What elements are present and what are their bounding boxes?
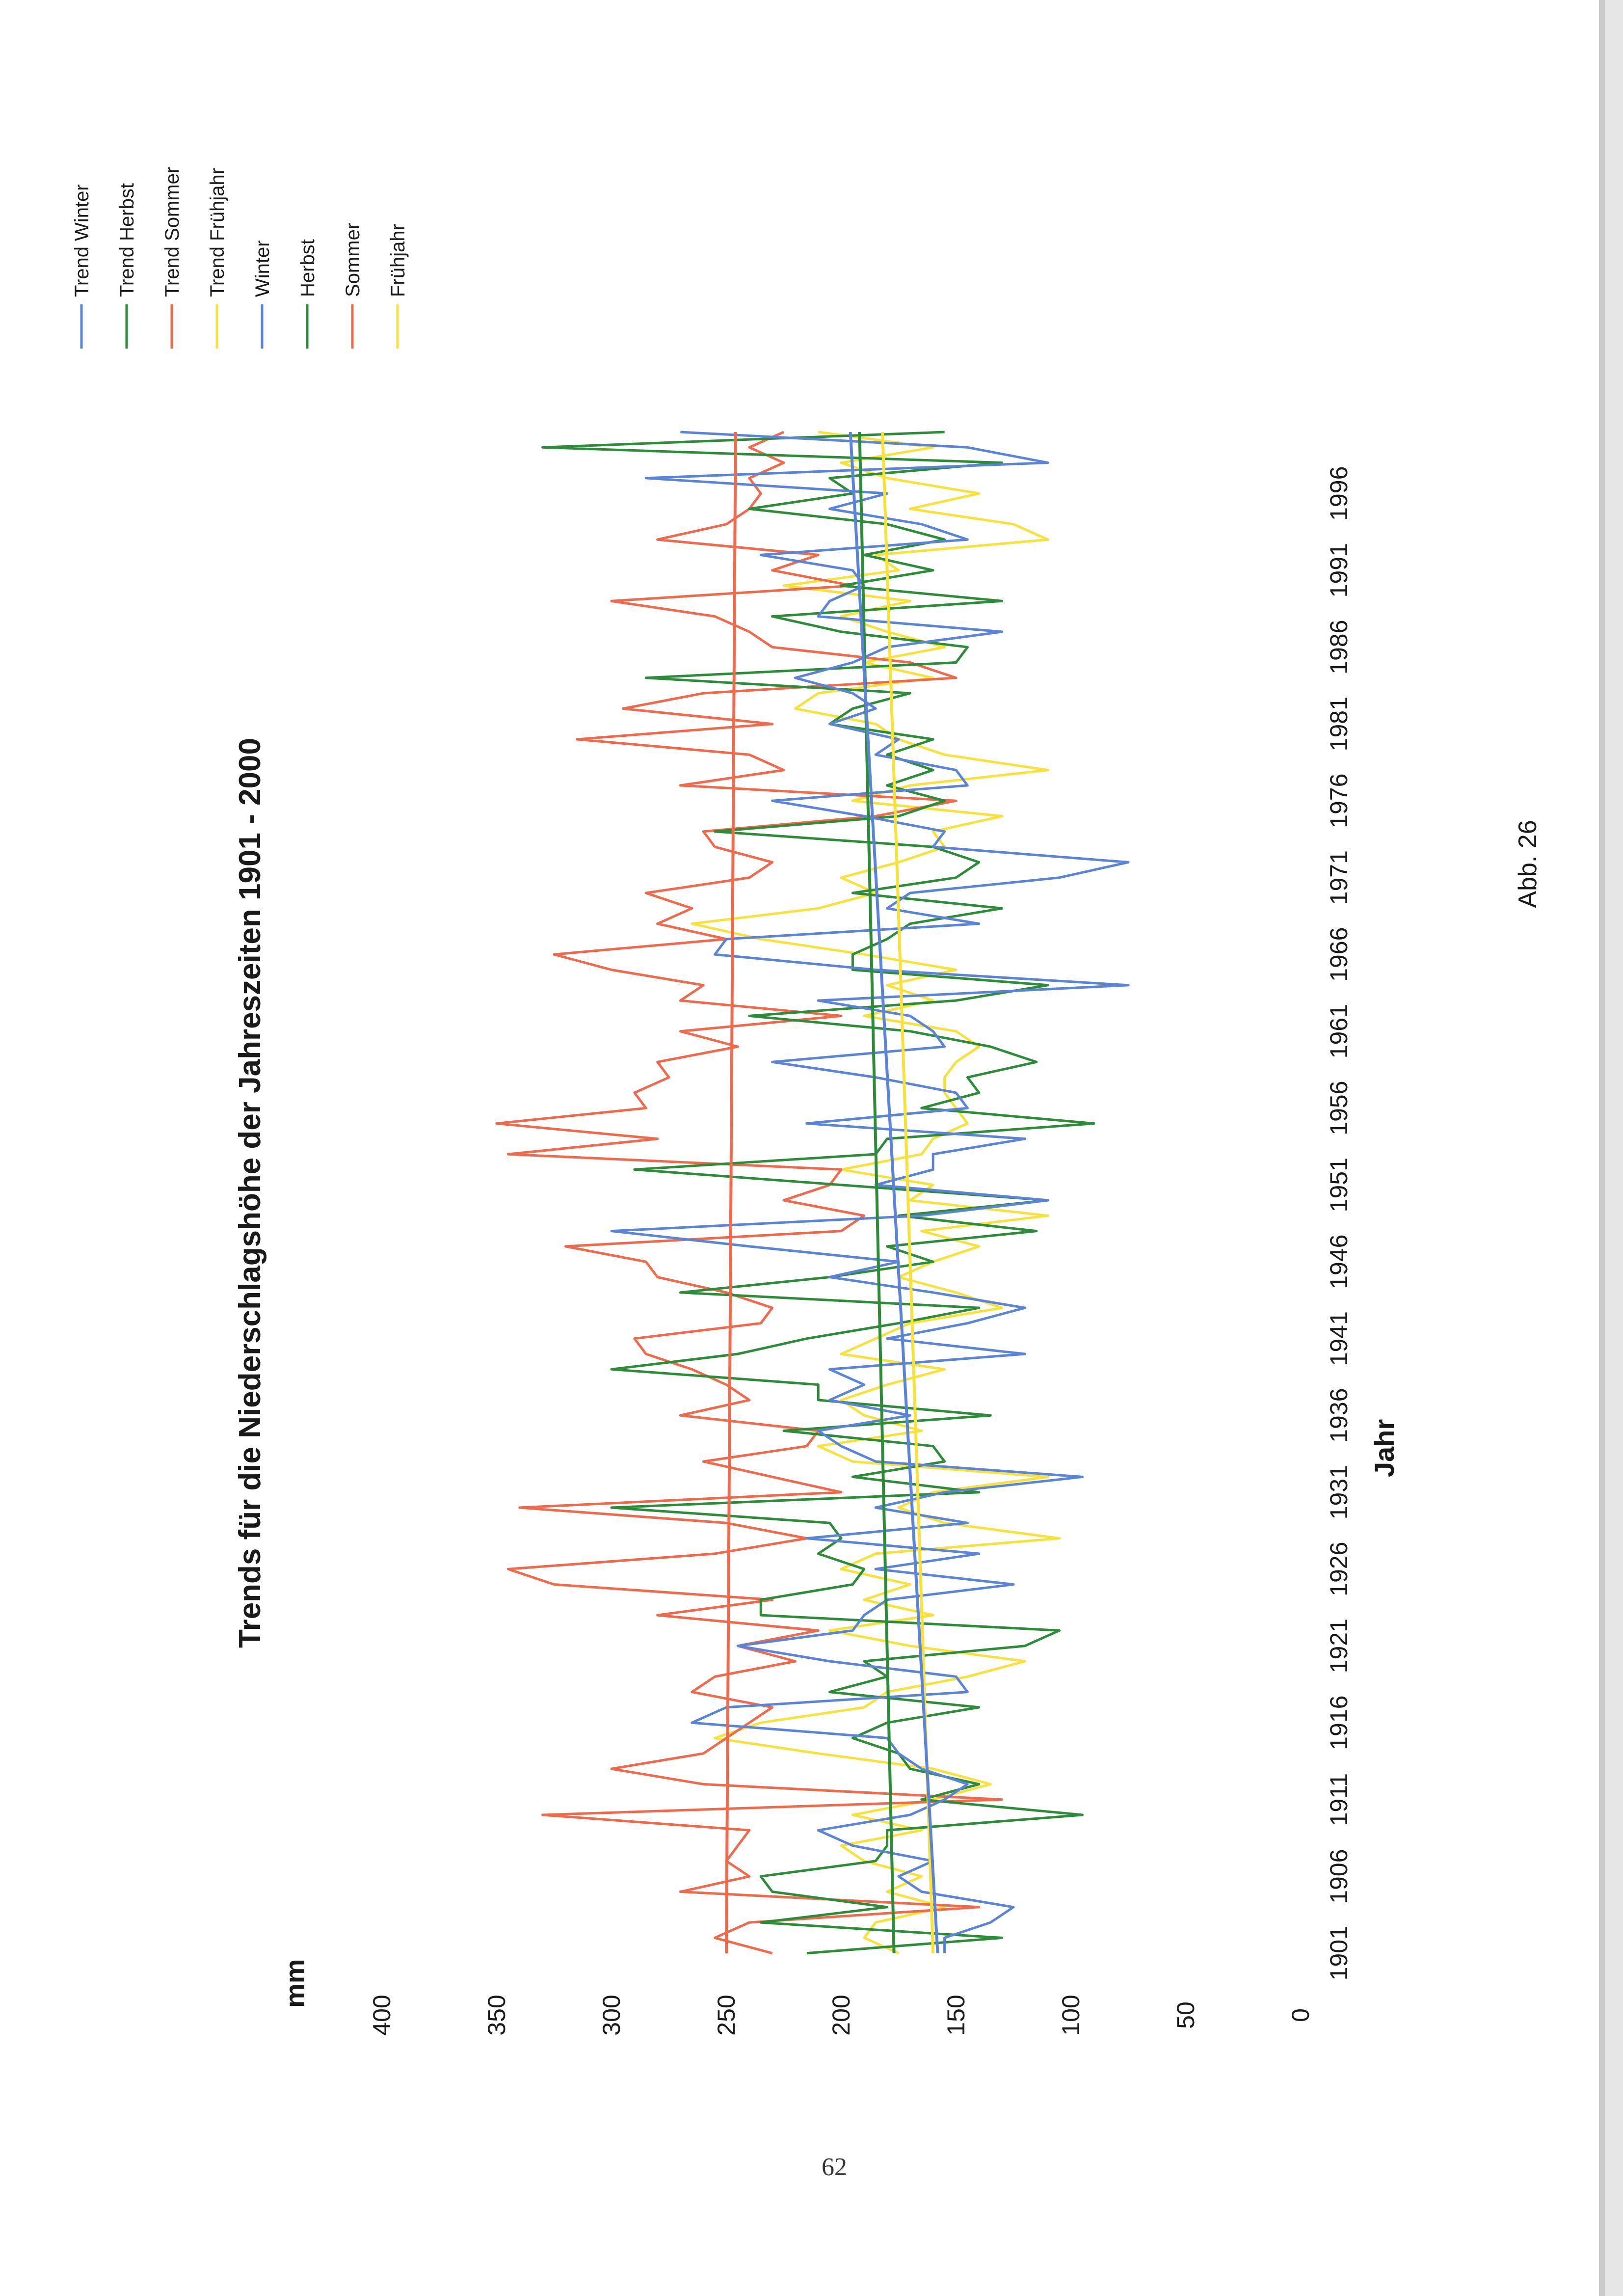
plot-lines	[497, 432, 1128, 1953]
x-tick-label: 1936	[1325, 1388, 1353, 1443]
x-tick-label: 1971	[1325, 850, 1353, 905]
x-tick-label: 1951	[1325, 1158, 1353, 1213]
chart-rotated-frame	[71, 167, 1542, 2036]
x-tick-label: 1991	[1325, 543, 1353, 598]
y-tick-label: 300	[598, 1995, 625, 2036]
y-tick-label: 250	[713, 1995, 740, 2036]
y-tick-label: 100	[1057, 1995, 1085, 2036]
y-tick-label: 0	[1287, 2008, 1314, 2022]
legend-label: Trend Winter	[71, 184, 93, 297]
legend-label: Frühjahr	[387, 224, 409, 297]
legend	[71, 167, 409, 349]
x-tick-label: 1956	[1325, 1080, 1353, 1135]
x-tick-label: 1926	[1325, 1541, 1353, 1596]
legend-label: Trend Sommer	[161, 166, 183, 297]
x-tick-label: 1986	[1325, 620, 1353, 675]
legend-label: Herbst	[297, 239, 319, 297]
y-tick-label: 350	[483, 1995, 510, 2036]
x-tick-label: 1976	[1325, 773, 1353, 828]
legend-label: Sommer	[342, 222, 364, 297]
legend-label: Trend Frühjahr	[207, 167, 228, 297]
legend-label: Trend Herbst	[116, 183, 138, 297]
x-tick-label: 1996	[1325, 466, 1353, 521]
x-tick-label: 1916	[1325, 1695, 1353, 1750]
x-tick-label: 1911	[1325, 1773, 1353, 1826]
legend-label: Winter	[252, 240, 273, 297]
page-number: 62	[822, 2153, 847, 2181]
x-tick-label: 1961	[1325, 1004, 1353, 1059]
x-tick-label: 1906	[1325, 1849, 1353, 1904]
series-line-herbst	[543, 432, 1094, 1953]
x-axis-label: Jahr	[1369, 1419, 1400, 1478]
y-tick-label: 400	[368, 1995, 396, 2036]
x-tick-label: 1946	[1325, 1234, 1353, 1289]
x-tick-label: 1966	[1325, 927, 1353, 982]
mm-tick-labels	[368, 1995, 1314, 2035]
x-tick-label: 1901	[1325, 1926, 1353, 1981]
y-tick-label: 200	[827, 1995, 855, 2036]
figure-label: Abb. 26	[1514, 820, 1542, 908]
x-tick-label: 1941	[1325, 1311, 1353, 1366]
x-tick-label: 1931	[1325, 1465, 1353, 1520]
x-tick-label: 1981	[1325, 697, 1353, 752]
year-tick-labels	[1325, 466, 1353, 1981]
y-axis-label: mm	[279, 1959, 310, 2008]
y-tick-label: 150	[942, 1995, 970, 2036]
chart-title: Trends für die Niederschlagshöhe der Jahreszeiten 1901 - 2000	[233, 738, 267, 1648]
x-tick-label: 1921	[1325, 1619, 1353, 1674]
y-tick-label: 50	[1172, 2001, 1199, 2029]
